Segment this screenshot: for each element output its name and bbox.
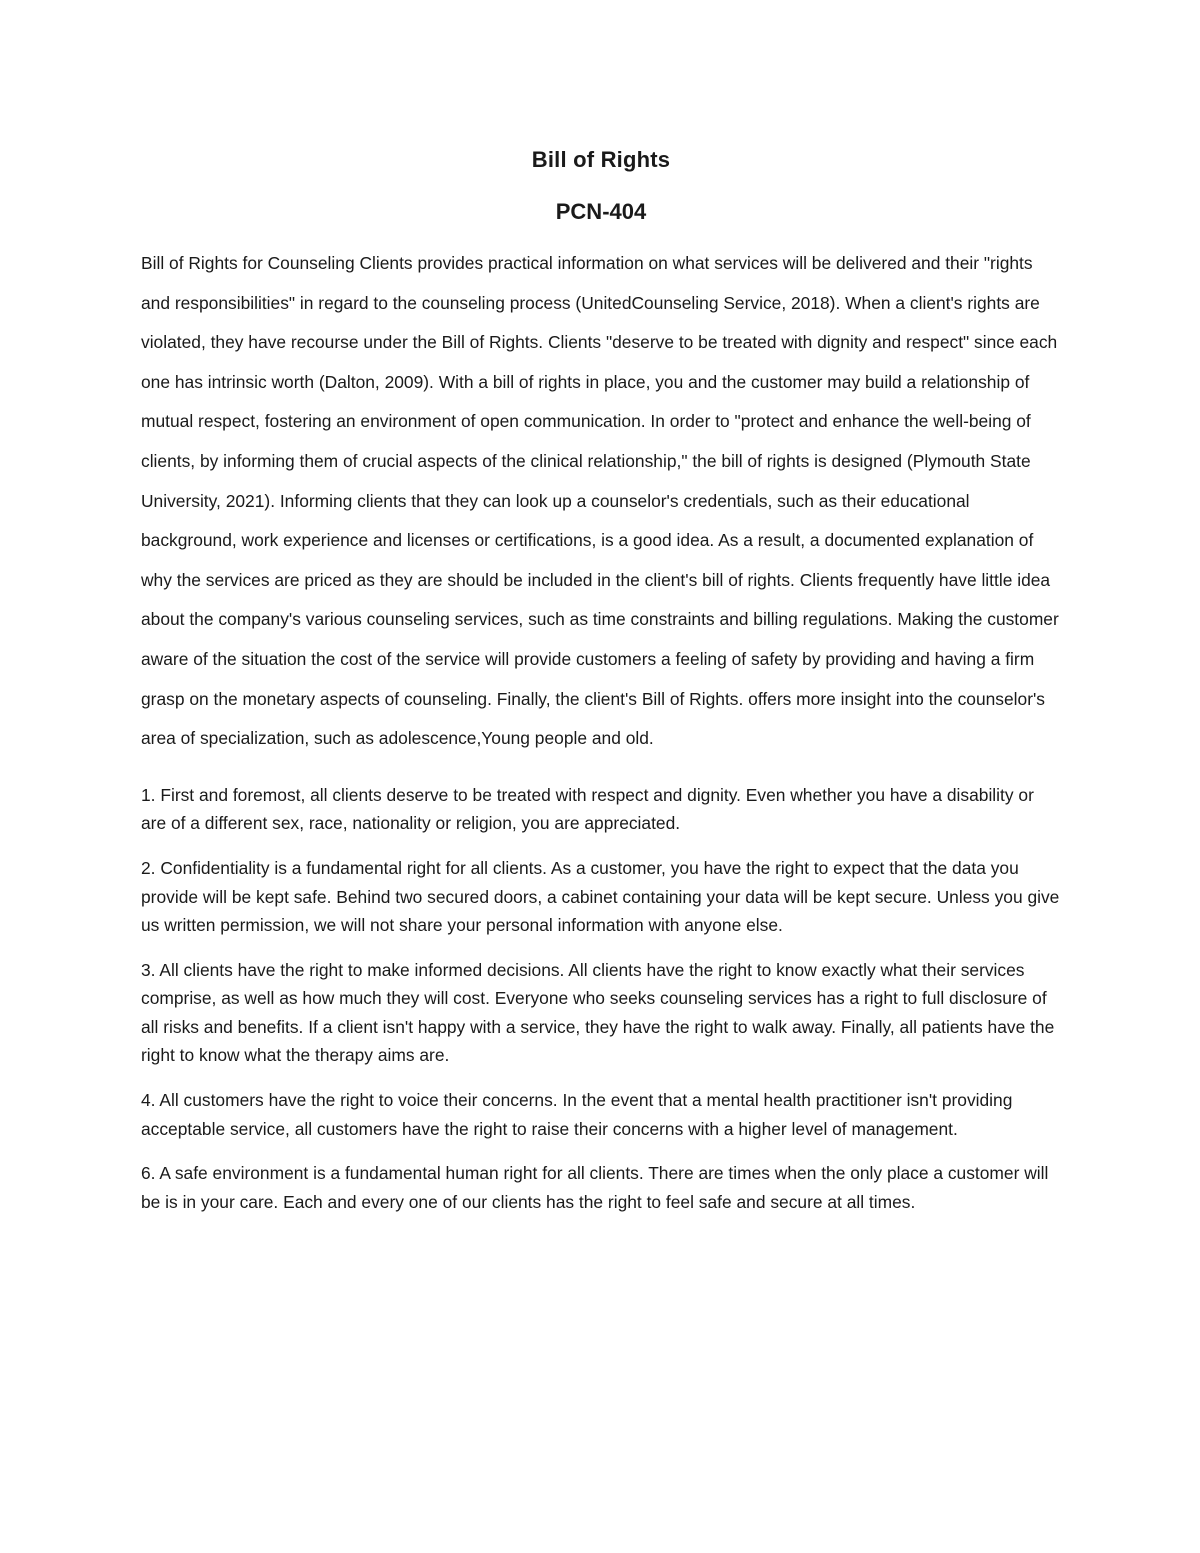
right-item: 1. First and foremost, all clients deserve to be treated with respect and dignity. Even whether you have a disability or are of a different sex, race, nationality or religion, you are appreciated. (141, 784, 1034, 834)
right-item: 3. All clients have the right to make informed decisions. All clients have the right to know exactly what their services comprise, as well as how much they will cost. Everyone who seeks counseling services has a right to full disclosure of all risks and benefits. If a client isn't happy with a service, they have the right to walk away. Finally, all patients have the right to know what the therapy aims are. (141, 959, 1055, 1066)
right-item: 4. All customers have the right to voice their concerns. In the event that a mental health practitioner isn't providing acceptable service, all customers have the right to raise their concerns with a higher level of management. (141, 1090, 1013, 1139)
right-item: 6. A safe environment is a fundamental human right for all clients. There are times when the only place a customer will be is in your care. Each and every one of our clients has the right to feel safe and secure at all times. (141, 1163, 1049, 1212)
document-page (141, 140, 1061, 1216)
intro-paragraph: Bill of Rights for Counseling Clients provides practical information on what services will be delivered and their "rights and responsibilities" in regard to the counseling process (UnitedCounseling Service, 2018). When a client's rights are violated, they have recourse under the Bill of Rights. Clients "deserve to be treated with dignity and respect" since each one has intrinsic worth (Dalton, 2009). With a bill of rights in place, you and the customer may build a relationship of mutual respect, fostering an environment of open communication. In order to "protect and enhance the well-being of clients, by informing them of crucial aspects of the clinical relationship," the bill of rights is designed (Plymouth State University, 2021). Informing clients that they can look up a counselor's credentials, such as their educational background, work experience and licenses or certifications, is a good idea. As a result, a documented explanation of why the services are priced as they are should be included in the client's bill of rights. Clients frequently have little idea about the company's various counseling services, such as time constraints and billing regulations. Making the customer aware of the situation the cost of the service will provide customers a feeling of safety by providing and having a firm grasp on the monetary aspects of counseling. Finally, the client's Bill of Rights. offers more insight into the counselor's area of specialization, such as adolescence,Young people and old. (141, 253, 1059, 749)
rights-list (141, 781, 1061, 1217)
right-item: 2. Confidentiality is a fundamental right for all clients. As a customer, you have the right to expect that the data you provide will be kept safe. Behind two secured doors, a cabinet containing your data will be kept secure. Unless you give us written permission, we will not share your personal information with anyone else. (141, 857, 1060, 936)
document-subtitle: PCN-404 (555, 199, 647, 224)
document-title: Bill of Rights (531, 147, 671, 172)
